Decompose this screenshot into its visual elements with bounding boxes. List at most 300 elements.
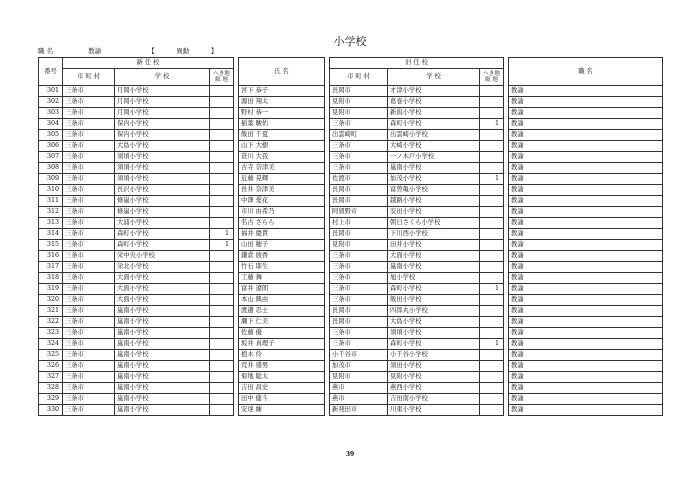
- new-city-cell: 三条市: [63, 284, 115, 295]
- old-city-cell: 三条市: [330, 328, 388, 339]
- old-remote-cell: [480, 394, 504, 405]
- new-school-cell: 森町小学校: [115, 240, 210, 251]
- old-school-cell: 大崎小学校: [388, 141, 480, 152]
- table-row: [39, 130, 663, 141]
- position-cell: 教諭: [509, 383, 663, 394]
- person-name-cell: 山下 大樹: [239, 141, 325, 152]
- person-name-cell: 渡邉 忍士: [239, 306, 325, 317]
- new-remote-cell: [210, 405, 234, 416]
- old-school-cell: 嵐南小学校: [388, 262, 480, 273]
- new-remote-cell: [210, 284, 234, 295]
- old-school-cell: 森町小学校: [388, 284, 480, 295]
- new-school-cell: 長沢小学校: [115, 185, 210, 196]
- table-row: [39, 361, 663, 372]
- old-school-cell: 小千谷小学校: [388, 350, 480, 361]
- old-remote-cell: [480, 86, 504, 97]
- person-name-cell: 坂井 真理子: [239, 339, 325, 350]
- person-name-cell: 瀬下 仁美: [239, 317, 325, 328]
- person-name-cell: 菊地 聡太: [239, 372, 325, 383]
- table-row: [39, 141, 663, 152]
- new-school-cell: 條嵐小学校: [115, 207, 210, 218]
- old-remote-cell: 1: [480, 119, 504, 130]
- new-remote-cell: [210, 306, 234, 317]
- table-row: [39, 372, 663, 383]
- new-city-cell: 三条市: [63, 306, 115, 317]
- new-city-cell: 三条市: [63, 229, 115, 240]
- new-city-cell: 三条市: [63, 174, 115, 185]
- row-number-cell: 307: [39, 152, 63, 163]
- new-remote-cell: [210, 339, 234, 350]
- old-remote-cell: [480, 240, 504, 251]
- table-row: [39, 383, 663, 394]
- old-city-cell: 長岡市: [330, 86, 388, 97]
- new-city-cell: 三条市: [63, 86, 115, 97]
- position-cell: 教諭: [509, 328, 663, 339]
- person-name-cell: 源田 翔太: [239, 97, 325, 108]
- row-number-cell: 314: [39, 229, 63, 240]
- new-city-cell: 三条市: [63, 97, 115, 108]
- position-cell: 教諭: [509, 394, 663, 405]
- old-city-cell: 小千谷市: [330, 350, 388, 361]
- table-row: [39, 317, 663, 328]
- new-city-cell: 三条市: [63, 108, 115, 119]
- new-remote-cell: 1: [210, 229, 234, 240]
- row-number-cell: 316: [39, 251, 63, 262]
- header-old-post: 旧 任 校: [330, 58, 504, 69]
- row-number-cell: 317: [39, 262, 63, 273]
- old-remote-cell: 1: [480, 339, 504, 350]
- old-remote-cell: [480, 130, 504, 141]
- position-cell: 教諭: [509, 317, 663, 328]
- new-city-cell: 三条市: [63, 273, 115, 284]
- position-cell: 教諭: [509, 251, 663, 262]
- old-city-cell: 長岡市: [330, 317, 388, 328]
- old-city-cell: 佐渡市: [330, 174, 388, 185]
- old-city-cell: 長岡市: [330, 185, 388, 196]
- old-remote-cell: [480, 317, 504, 328]
- new-school-cell: 月岡小学校: [115, 108, 210, 119]
- old-remote-cell: [480, 196, 504, 207]
- old-school-cell: 飯田小学校: [388, 295, 480, 306]
- table-row: [39, 273, 663, 284]
- old-school-cell: 須田小学校: [388, 361, 480, 372]
- person-name-cell: 山田 穂子: [239, 240, 325, 251]
- old-remote-cell: [480, 405, 504, 416]
- new-school-cell: 嵐南小学校: [115, 383, 210, 394]
- old-city-cell: 三条市: [330, 141, 388, 152]
- table-row: [39, 207, 663, 218]
- new-remote-cell: [210, 328, 234, 339]
- row-number-cell: 304: [39, 119, 63, 130]
- new-city-cell: 三条市: [63, 394, 115, 405]
- new-city-cell: 三条市: [63, 372, 115, 383]
- old-school-cell: 大面小学校: [388, 251, 480, 262]
- old-city-cell: 三条市: [330, 339, 388, 350]
- new-city-cell: 三条市: [63, 240, 115, 251]
- position-cell: 教諭: [509, 240, 663, 251]
- old-city-cell: 三条市: [330, 262, 388, 273]
- person-name-cell: 佐藤 優: [239, 328, 325, 339]
- old-remote-cell: [480, 350, 504, 361]
- row-number-cell: 303: [39, 108, 63, 119]
- old-school-cell: 四郎丸小学校: [388, 306, 480, 317]
- new-remote-cell: [210, 317, 234, 328]
- new-city-cell: 三条市: [63, 185, 115, 196]
- table-row: [39, 108, 663, 119]
- old-city-cell: 三条市: [330, 284, 388, 295]
- position-cell: 教諭: [509, 339, 663, 350]
- old-remote-cell: [480, 328, 504, 339]
- old-remote-cell: [480, 262, 504, 273]
- table-row: [39, 196, 663, 207]
- old-city-cell: 村上市: [330, 218, 388, 229]
- new-school-cell: 須頃小学校: [115, 163, 210, 174]
- old-city-cell: 見附市: [330, 240, 388, 251]
- page-title: 小学校: [333, 35, 367, 48]
- new-remote-cell: [210, 97, 234, 108]
- row-number-cell: 323: [39, 328, 63, 339]
- position-cell: 教諭: [509, 306, 663, 317]
- table-row: [39, 97, 663, 108]
- new-remote-cell: [210, 350, 234, 361]
- new-remote-cell: [210, 295, 234, 306]
- row-number-cell: 308: [39, 163, 63, 174]
- new-school-cell: 嵐南小学校: [115, 317, 210, 328]
- row-number-cell: 329: [39, 394, 63, 405]
- position-cell: 教諭: [509, 174, 663, 185]
- person-name-cell: 中澤 愛花: [239, 196, 325, 207]
- new-school-cell: 森町小学校: [115, 229, 210, 240]
- position-cell: 教諭: [509, 196, 663, 207]
- table-row: [39, 185, 663, 196]
- new-school-cell: 嵐南小学校: [115, 361, 210, 372]
- table-row: [39, 405, 663, 416]
- old-school-cell: 田井小学校: [388, 240, 480, 251]
- person-name-cell: 古寺 奈津美: [239, 163, 325, 174]
- new-school-cell: 嵐南小学校: [115, 372, 210, 383]
- person-name-cell: 安達 練: [239, 405, 325, 416]
- person-name-cell: 稲葉 駿佑: [239, 119, 325, 130]
- old-remote-cell: [480, 306, 504, 317]
- old-school-cell: 見附小学校: [388, 372, 480, 383]
- new-remote-cell: [210, 251, 234, 262]
- position-cell: 教諭: [509, 229, 663, 240]
- person-name-cell: 飯田 千夏: [239, 130, 325, 141]
- row-number-cell: 312: [39, 207, 63, 218]
- row-number-cell: 310: [39, 185, 63, 196]
- old-school-cell: 朝日さくら小学校: [388, 218, 480, 229]
- position-cell: 教諭: [509, 284, 663, 295]
- new-remote-cell: [210, 86, 234, 97]
- position-cell: 教諭: [509, 218, 663, 229]
- old-school-cell: 下川西小学校: [388, 229, 480, 240]
- row-number-cell: 313: [39, 218, 63, 229]
- old-city-cell: 出雲崎町: [330, 130, 388, 141]
- person-name-cell: 名古 さらら: [239, 218, 325, 229]
- old-remote-cell: [480, 141, 504, 152]
- old-city-cell: 見附市: [330, 97, 388, 108]
- old-city-cell: 阿賀野市: [330, 207, 388, 218]
- header-new-remote: へき地 級 地: [210, 69, 234, 86]
- table-row: [39, 86, 663, 97]
- person-name-cell: 田中 健斗: [239, 394, 325, 405]
- header-new-city: 市 町 村: [63, 69, 115, 86]
- person-name-cell: 吉田 昌史: [239, 383, 325, 394]
- new-school-cell: 大島小学校: [115, 141, 210, 152]
- position-cell: 教諭: [509, 108, 663, 119]
- header-old-school: 学 校: [388, 69, 480, 86]
- new-city-cell: 三条市: [63, 361, 115, 372]
- row-number-cell: 327: [39, 372, 63, 383]
- table-row: [39, 339, 663, 350]
- old-school-cell: 富曽亀小学校: [388, 185, 480, 196]
- old-city-cell: 三条市: [330, 295, 388, 306]
- new-school-cell: 嵐南小学校: [115, 350, 210, 361]
- old-remote-cell: 1: [480, 174, 504, 185]
- new-city-cell: 三条市: [63, 130, 115, 141]
- old-city-cell: 燕市: [330, 394, 388, 405]
- new-school-cell: 栄中央小学校: [115, 251, 210, 262]
- new-school-cell: 嵐南小学校: [115, 328, 210, 339]
- position-label: 職 名: [38, 47, 54, 55]
- new-remote-cell: [210, 218, 234, 229]
- person-name-cell: 本山 興由: [239, 295, 325, 306]
- position-cell: 教諭: [509, 405, 663, 416]
- person-name-cell: 笹川 大我: [239, 152, 325, 163]
- bracket-open: 【: [148, 47, 155, 55]
- row-number-cell: 330: [39, 405, 63, 416]
- old-remote-cell: [480, 108, 504, 119]
- old-remote-cell: 1: [480, 284, 504, 295]
- old-remote-cell: [480, 251, 504, 262]
- old-school-cell: 森町小学校: [388, 339, 480, 350]
- row-number-cell: 302: [39, 97, 63, 108]
- position-cell: 教諭: [509, 86, 663, 97]
- new-city-cell: 三条市: [63, 405, 115, 416]
- table-row: [39, 328, 663, 339]
- personnel-table: [38, 57, 663, 416]
- table-row: [39, 295, 663, 306]
- old-city-cell: 燕市: [330, 383, 388, 394]
- new-city-cell: 三条市: [63, 339, 115, 350]
- position-cell: 教諭: [509, 152, 663, 163]
- position-cell: 教諭: [509, 262, 663, 273]
- new-remote-cell: [210, 372, 234, 383]
- old-city-cell: 長岡市: [330, 306, 388, 317]
- new-city-cell: 三条市: [63, 218, 115, 229]
- table-row: [39, 306, 663, 317]
- position-cell: 教諭: [509, 295, 663, 306]
- row-number-cell: 325: [39, 350, 63, 361]
- old-school-cell: 須頃小学校: [388, 328, 480, 339]
- old-city-cell: 三条市: [330, 163, 388, 174]
- old-city-cell: 見附市: [330, 108, 388, 119]
- transfer-type: 異動: [176, 47, 190, 55]
- person-name-cell: 荒井 盛男: [239, 361, 325, 372]
- new-remote-cell: [210, 108, 234, 119]
- new-school-cell: 嵐南小学校: [115, 306, 210, 317]
- new-remote-cell: [210, 383, 234, 394]
- position-cell: 教諭: [509, 97, 663, 108]
- old-school-cell: 一ノ木戸小学校: [388, 152, 480, 163]
- old-school-cell: 才津小学校: [388, 86, 480, 97]
- position-cell: 教諭: [509, 163, 663, 174]
- table-row: [39, 240, 663, 251]
- person-name-cell: 近藤 晃輝: [239, 174, 325, 185]
- new-remote-cell: [210, 185, 234, 196]
- header-old-city: 市 町 村: [330, 69, 388, 86]
- old-remote-cell: [480, 383, 504, 394]
- person-name-cell: 宮下 恭子: [239, 86, 325, 97]
- new-school-cell: 須頃小学校: [115, 174, 210, 185]
- new-city-cell: 三条市: [63, 317, 115, 328]
- new-city-cell: 三条市: [63, 119, 115, 130]
- new-city-cell: 三条市: [63, 350, 115, 361]
- row-number-cell: 306: [39, 141, 63, 152]
- row-number-cell: 319: [39, 284, 63, 295]
- new-remote-cell: [210, 207, 234, 218]
- old-school-cell: 森町小学校: [388, 119, 480, 130]
- row-number-cell: 301: [39, 86, 63, 97]
- old-school-cell: 大島小学校: [388, 317, 480, 328]
- new-remote-cell: [210, 152, 234, 163]
- new-school-cell: 條嵐小学校: [115, 196, 210, 207]
- header-old-remote: へき地 級 地: [480, 69, 504, 86]
- new-school-cell: 嵐南小学校: [115, 394, 210, 405]
- old-city-cell: 長岡市: [330, 196, 388, 207]
- new-city-cell: 三条市: [63, 328, 115, 339]
- old-school-cell: 旭小学校: [388, 273, 480, 284]
- row-number-cell: 326: [39, 361, 63, 372]
- table-row: [39, 394, 663, 405]
- table-row: [39, 251, 663, 262]
- new-city-cell: 三条市: [63, 207, 115, 218]
- person-name-cell: 市川 由希乃: [239, 207, 325, 218]
- person-name-cell: 竹石 耶生: [239, 262, 325, 273]
- person-name-cell: 長井 奈津美: [239, 185, 325, 196]
- position-value: 教諭: [88, 47, 102, 55]
- old-city-cell: 三条市: [330, 119, 388, 130]
- old-remote-cell: [480, 163, 504, 174]
- table-row: [39, 119, 663, 130]
- new-school-cell: 大面小学校: [115, 284, 210, 295]
- new-school-cell: 嵐南小学校: [115, 405, 210, 416]
- new-remote-cell: [210, 130, 234, 141]
- row-number-cell: 318: [39, 273, 63, 284]
- position-cell: 教諭: [509, 273, 663, 284]
- old-school-cell: 安田小学校: [388, 207, 480, 218]
- new-school-cell: 大面小学校: [115, 273, 210, 284]
- new-school-cell: 大浦小学校: [115, 218, 210, 229]
- new-city-cell: 三条市: [63, 152, 115, 163]
- old-city-cell: 三条市: [330, 152, 388, 163]
- new-city-cell: 三条市: [63, 163, 115, 174]
- row-number-cell: 311: [39, 196, 63, 207]
- table-row: [39, 163, 663, 174]
- person-name-cell: 工藤 舞: [239, 273, 325, 284]
- table-row: [39, 350, 663, 361]
- old-school-cell: 嵐南小学校: [388, 163, 480, 174]
- table-row: [39, 218, 663, 229]
- bracket-close: 】: [210, 47, 218, 55]
- table-row: [39, 284, 663, 295]
- document-meta: [38, 46, 217, 55]
- new-school-cell: 月岡小学校: [115, 97, 210, 108]
- position-cell: 教諭: [509, 141, 663, 152]
- row-number-cell: 315: [39, 240, 63, 251]
- person-name-cell: 福井 慶貴: [239, 229, 325, 240]
- old-city-cell: 加茂市: [330, 361, 388, 372]
- new-remote-cell: [210, 262, 234, 273]
- new-school-cell: 栄北小学校: [115, 262, 210, 273]
- new-school-cell: 須頃小学校: [115, 152, 210, 163]
- new-remote-cell: [210, 174, 234, 185]
- old-remote-cell: [480, 207, 504, 218]
- new-city-cell: 三条市: [63, 295, 115, 306]
- table-row: [39, 229, 663, 240]
- row-number-cell: 305: [39, 130, 63, 141]
- old-city-cell: 三条市: [330, 273, 388, 284]
- header-new-school: 学 校: [115, 69, 210, 86]
- new-remote-cell: 1: [210, 240, 234, 251]
- position-cell: 教諭: [509, 130, 663, 141]
- row-number-cell: 309: [39, 174, 63, 185]
- table-row: [39, 152, 663, 163]
- new-city-cell: 三条市: [63, 262, 115, 273]
- position-cell: 教諭: [509, 185, 663, 196]
- new-city-cell: 三条市: [63, 196, 115, 207]
- old-school-cell: 吉田南小学校: [388, 394, 480, 405]
- old-remote-cell: [480, 273, 504, 284]
- new-school-cell: 大面小学校: [115, 295, 210, 306]
- old-school-cell: 加茂小学校: [388, 174, 480, 185]
- old-city-cell: 長岡市: [330, 229, 388, 240]
- table-row: [39, 174, 663, 185]
- table-row: [39, 262, 663, 273]
- new-remote-cell: [210, 163, 234, 174]
- old-remote-cell: [480, 152, 504, 163]
- old-remote-cell: [480, 185, 504, 196]
- header-number: 番号: [39, 58, 63, 86]
- header-name: 氏 名: [239, 58, 325, 86]
- row-number-cell: 321: [39, 306, 63, 317]
- old-school-cell: 葛巻小学校: [388, 97, 480, 108]
- new-school-cell: 保内小学校: [115, 119, 210, 130]
- person-name-cell: 富井 遼朗: [239, 284, 325, 295]
- old-remote-cell: [480, 229, 504, 240]
- old-school-cell: 新潟小学校: [388, 108, 480, 119]
- new-school-cell: 嵐南小学校: [115, 339, 210, 350]
- position-cell: 教諭: [509, 207, 663, 218]
- old-school-cell: 出雲崎小学校: [388, 130, 480, 141]
- old-remote-cell: [480, 218, 504, 229]
- row-number-cell: 324: [39, 339, 63, 350]
- position-cell: 教諭: [509, 350, 663, 361]
- old-school-cell: 燕西小学校: [388, 383, 480, 394]
- person-name-cell: 植木 伶: [239, 350, 325, 361]
- row-number-cell: 322: [39, 317, 63, 328]
- new-remote-cell: [210, 196, 234, 207]
- old-city-cell: 見附市: [330, 372, 388, 383]
- person-name-cell: 野村 恭一: [239, 108, 325, 119]
- new-remote-cell: [210, 119, 234, 130]
- new-remote-cell: [210, 273, 234, 284]
- row-number-cell: 328: [39, 383, 63, 394]
- old-school-cell: 越路小学校: [388, 196, 480, 207]
- page-number: 39: [345, 451, 355, 458]
- old-remote-cell: [480, 97, 504, 108]
- old-city-cell: 三条市: [330, 251, 388, 262]
